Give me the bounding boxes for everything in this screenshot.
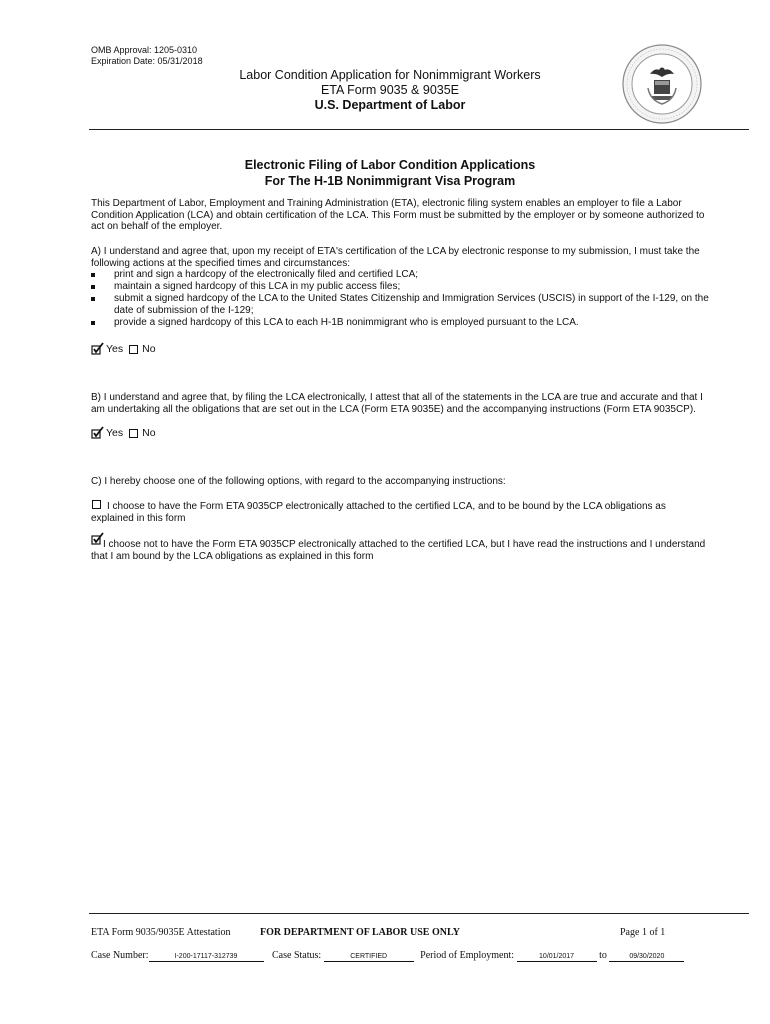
yes-label: Yes: [106, 427, 124, 439]
option-1-checkbox[interactable]: [92, 500, 101, 509]
no-checkbox[interactable]: [129, 345, 138, 354]
bullet-icon: [91, 297, 95, 301]
list-item: submit a signed hardcopy of the LCA to the United States Citizenship and Immigration Services (USCIS) in support of the I-129, on the date of submission of the I-129;: [91, 293, 721, 316]
period-start-value: 10/01/2017: [517, 952, 597, 962]
header-divider: [89, 129, 749, 130]
department-name: U.S. Department of Labor: [314, 98, 466, 112]
list-item: provide a signed hardcopy of this LCA to each H-1B nonimmigrant who is employed pursuant to the LCA.: [91, 317, 721, 329]
list-item: maintain a signed hardcopy of this LCA in my public access files;: [91, 281, 721, 293]
period-end-value: 09/30/2020: [609, 952, 684, 962]
bullet-icon: [91, 321, 95, 325]
omb-approval: OMB Approval: 1205-0310: [91, 45, 198, 55]
yes-label: Yes: [106, 343, 124, 355]
footer-divider: [89, 913, 749, 914]
footer-case-row: [91, 950, 684, 962]
section-a-text: A) I understand and agree that, upon my receipt of ETA's certification of the LCA by electronic response to my submission, I must take the following actions at the specified times and circumstances:: [91, 246, 700, 269]
section-a-answer: [91, 342, 156, 356]
omb-block: [91, 45, 203, 67]
period-to-label: to: [599, 950, 607, 961]
option-2: I choose not to have the Form ETA 9035CP electronically attached to the certified LCA, but I have read the instructions and I understand that I am bound by the LCA obligations as explained in this form: [91, 536, 721, 562]
section-c-text: C) I hereby choose one of the following options, with regard to the accompanying instructions:: [91, 476, 506, 487]
period-label: Period of Employment:: [420, 950, 515, 961]
case-number-label: Case Number:: [91, 950, 149, 961]
page-number: Page 1 of 1: [620, 927, 666, 938]
footer-form-label: ETA Form 9035/9035E Attestation: [91, 927, 231, 938]
case-status-value: CERTIFIED: [324, 952, 414, 962]
dol-seal-icon: [622, 44, 702, 124]
dol-use-label: FOR DEPARTMENT OF LABOR USE ONLY: [260, 927, 460, 938]
bullet-icon: [91, 285, 95, 289]
expiration-date: Expiration Date: 05/31/2018: [91, 56, 203, 66]
list-item: print and sign a hardcopy of the electronically filed and certified LCA;: [91, 269, 721, 281]
no-checkbox[interactable]: [129, 429, 138, 438]
no-label: No: [142, 343, 156, 355]
section-b-text: B) I understand and agree that, by filing the LCA electronically, I attest that all of the statements in the LCA are true and accurate and that I am undertaking all the obligations that are set out in the LCA (Form ETA 9035E) and the accompanying instructions (Form ETA 9035CP).: [91, 392, 703, 415]
no-label: No: [142, 427, 156, 439]
checked-checkbox-icon[interactable]: [91, 344, 102, 355]
case-status-label: Case Status:: [272, 950, 322, 961]
page-subtitle: For The H-1B Nonimmigrant Visa Program: [264, 174, 516, 188]
option-1: I choose to have the Form ETA 9035CP electronically attached to the certified LCA, and to be bound by the LCA obligations as explained in this form: [91, 501, 666, 524]
case-number-value: I-200-17117-312739: [149, 952, 264, 962]
checked-checkbox-icon[interactable]: [91, 536, 103, 547]
form-title: Labor Condition Application for Nonimmigrant Workers: [239, 68, 541, 82]
section-b-answer: [91, 426, 156, 440]
form-number: ETA Form 9035 & 9035E: [320, 83, 460, 97]
intro-paragraph: This Department of Labor, Employment and Training Administration (ETA), electronic filing system enables an employer to file a Labor Condition Application (LCA) and obtain certification of the LCA. This Form must be submitted by the employer or by someone authorized to act on behalf of the employer.: [91, 198, 705, 233]
page-title: Electronic Filing of Labor Condition Applications: [244, 158, 536, 172]
checked-checkbox-icon[interactable]: [91, 428, 102, 439]
bullet-icon: [91, 273, 95, 277]
